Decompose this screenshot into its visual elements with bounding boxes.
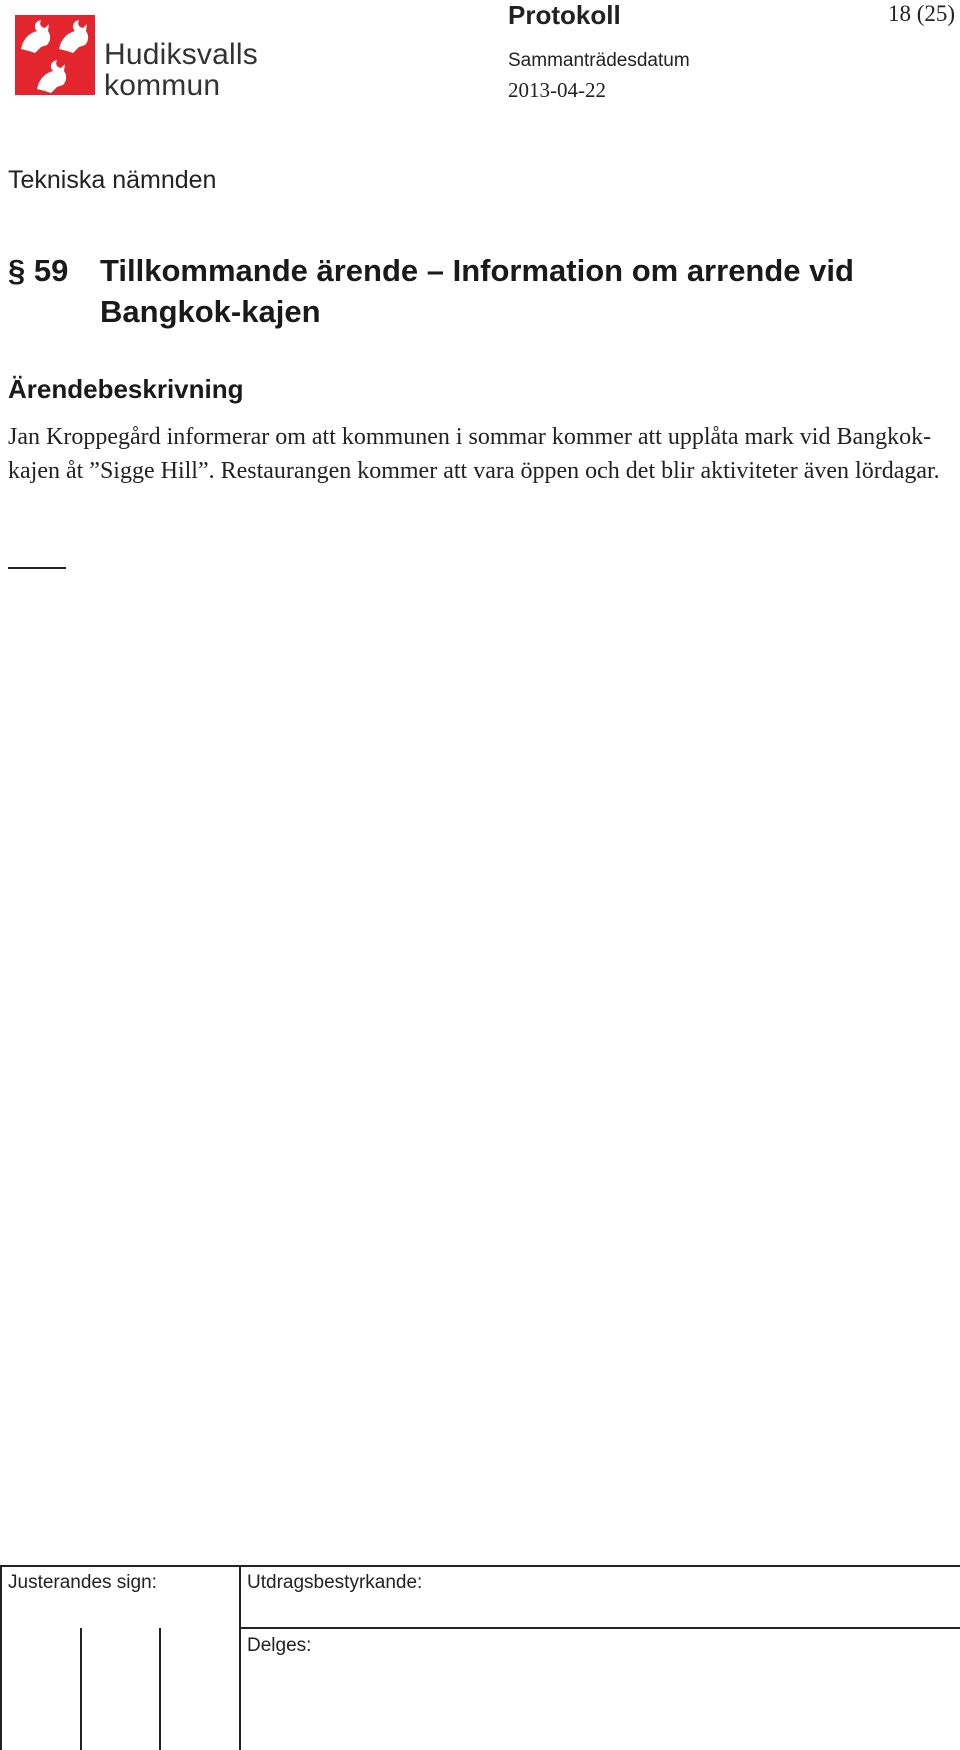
utdragsbestyrkande-label: Utdragsbestyrkande: xyxy=(247,1572,423,1593)
meeting-date-value: 2013-04-22 xyxy=(508,78,606,102)
footer-top-border xyxy=(0,1565,960,1567)
logo-text-line2: kommun xyxy=(104,69,221,102)
justerandes-sign-label: Justerandes sign: xyxy=(8,1572,157,1593)
footer-mid-border xyxy=(240,1627,960,1629)
footer-divider xyxy=(239,1565,241,1750)
footer-left-border xyxy=(0,1565,2,1750)
meeting-date-label: Sammanträdesdatum xyxy=(508,50,690,71)
page-number: 18 (25) xyxy=(888,1,956,26)
subheading: Ärendebeskrivning xyxy=(8,374,244,404)
delges-label: Delges: xyxy=(247,1635,312,1656)
section-title: Tillkommande ärende – Information om arrende vid Bangkok-kajen xyxy=(100,253,854,329)
section-end-rule xyxy=(8,567,66,569)
goat-crest-icon xyxy=(15,15,95,95)
signature-cell-divider-2 xyxy=(159,1628,161,1750)
logo-wordmark xyxy=(104,39,258,101)
committee-name: Tekniska nämnden xyxy=(8,166,217,194)
section-heading xyxy=(8,250,920,332)
body-paragraph: Jan Kroppegård informerar om att kommunen i sommar kommer att upplåta mark vid Bangkok-kajen åt ”Sigge Hill”. Restaurangen kommer att vara öppen och det blir aktiviteter även lördagar. xyxy=(8,424,940,484)
logo-text-line1: Hudiksvalls xyxy=(104,38,258,71)
municipality-logo xyxy=(15,15,260,102)
signature-cell-divider-1 xyxy=(80,1628,82,1750)
signature-footer xyxy=(0,1565,960,1750)
section-number: § 59 xyxy=(8,253,69,288)
document-type: Protokoll xyxy=(508,0,621,30)
